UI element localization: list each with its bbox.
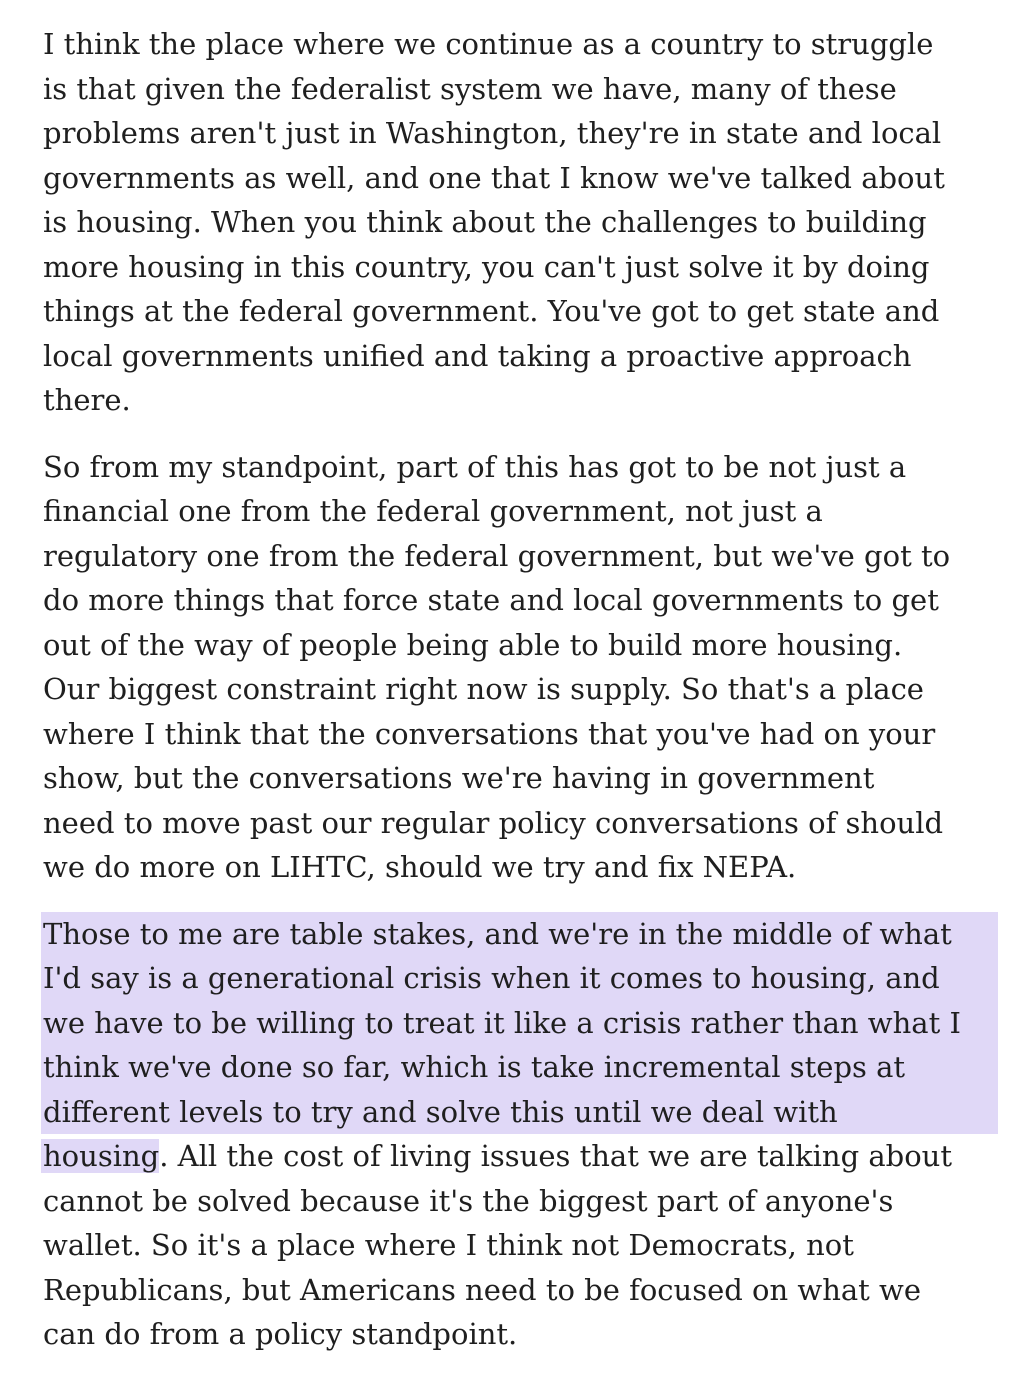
- text-line: I think the place where we continue as a country to struggle: [43, 27, 934, 61]
- highlighted-text-fragment[interactable]: housing: [43, 1139, 160, 1173]
- paragraph-3[interactable]: [43, 912, 1003, 1357]
- text-line: financial one from the federal government, not just a: [43, 494, 823, 528]
- highlighted-text-line[interactable]: we have to be willing to treat it like a crisis rather than what I: [41, 1001, 998, 1046]
- text-line: Our biggest constraint right now is supply. So that's a place: [43, 672, 924, 706]
- text-line: wallet. So it's a place where I think not Democrats, not: [43, 1228, 854, 1262]
- text-line: can do from a policy standpoint.: [43, 1317, 518, 1351]
- text-line: things at the federal government. You've got to get state and: [43, 294, 940, 328]
- text-line: need to move past our regular policy conversations of should: [43, 805, 944, 840]
- text-line: is that given the federalist system we have, many of these: [43, 71, 897, 106]
- text-line: regulatory one from the federal government, but we've got to: [43, 538, 951, 573]
- text-line: more housing in this country, you can't just solve it by doing: [43, 249, 930, 284]
- text-line: is housing. When you think about the challenges to building: [43, 205, 927, 239]
- article-body: [43, 22, 1003, 1379]
- text-line: out of the way of people being able to build more housing.: [43, 627, 903, 662]
- text-line: we do more on LIHTC, should we try and fix NEPA.: [43, 850, 797, 884]
- paragraph-2: [43, 445, 1003, 890]
- highlighted-text-line[interactable]: think we've done so far, which is take incremental steps at: [41, 1045, 998, 1090]
- text-line: there.: [43, 383, 131, 417]
- text-line: where I think that the conversations that you've had on your: [43, 716, 936, 751]
- highlighted-text-line[interactable]: different levels to try and solve this until we deal with: [41, 1090, 998, 1135]
- text-fragment: . All the cost of living issues that we are talking about: [159, 1139, 952, 1173]
- highlighted-text-line[interactable]: I'd say is a generational crisis when it comes to housing, and: [41, 956, 998, 1001]
- text-line: Republicans, but Americans need to be focused on what we: [43, 1272, 922, 1307]
- text-line: governments as well, and one that I know we've talked about: [43, 160, 945, 195]
- paragraph-1: [43, 22, 1003, 423]
- text-line: [43, 1134, 1003, 1179]
- text-line: problems aren't just in Washington, they're in state and local: [43, 116, 942, 150]
- text-line: show, but the conversations we're having in government: [43, 761, 875, 795]
- text-line: So from my standpoint, part of this has got to be not just a: [43, 449, 907, 484]
- text-line: local governments unified and taking a proactive approach: [43, 338, 912, 373]
- text-line: do more things that force state and local governments to get: [43, 583, 939, 617]
- text-line: cannot be solved because it's the biggest part of anyone's: [43, 1183, 894, 1218]
- highlighted-text-line[interactable]: Those to me are table stakes, and we're in the middle of what: [41, 912, 998, 957]
